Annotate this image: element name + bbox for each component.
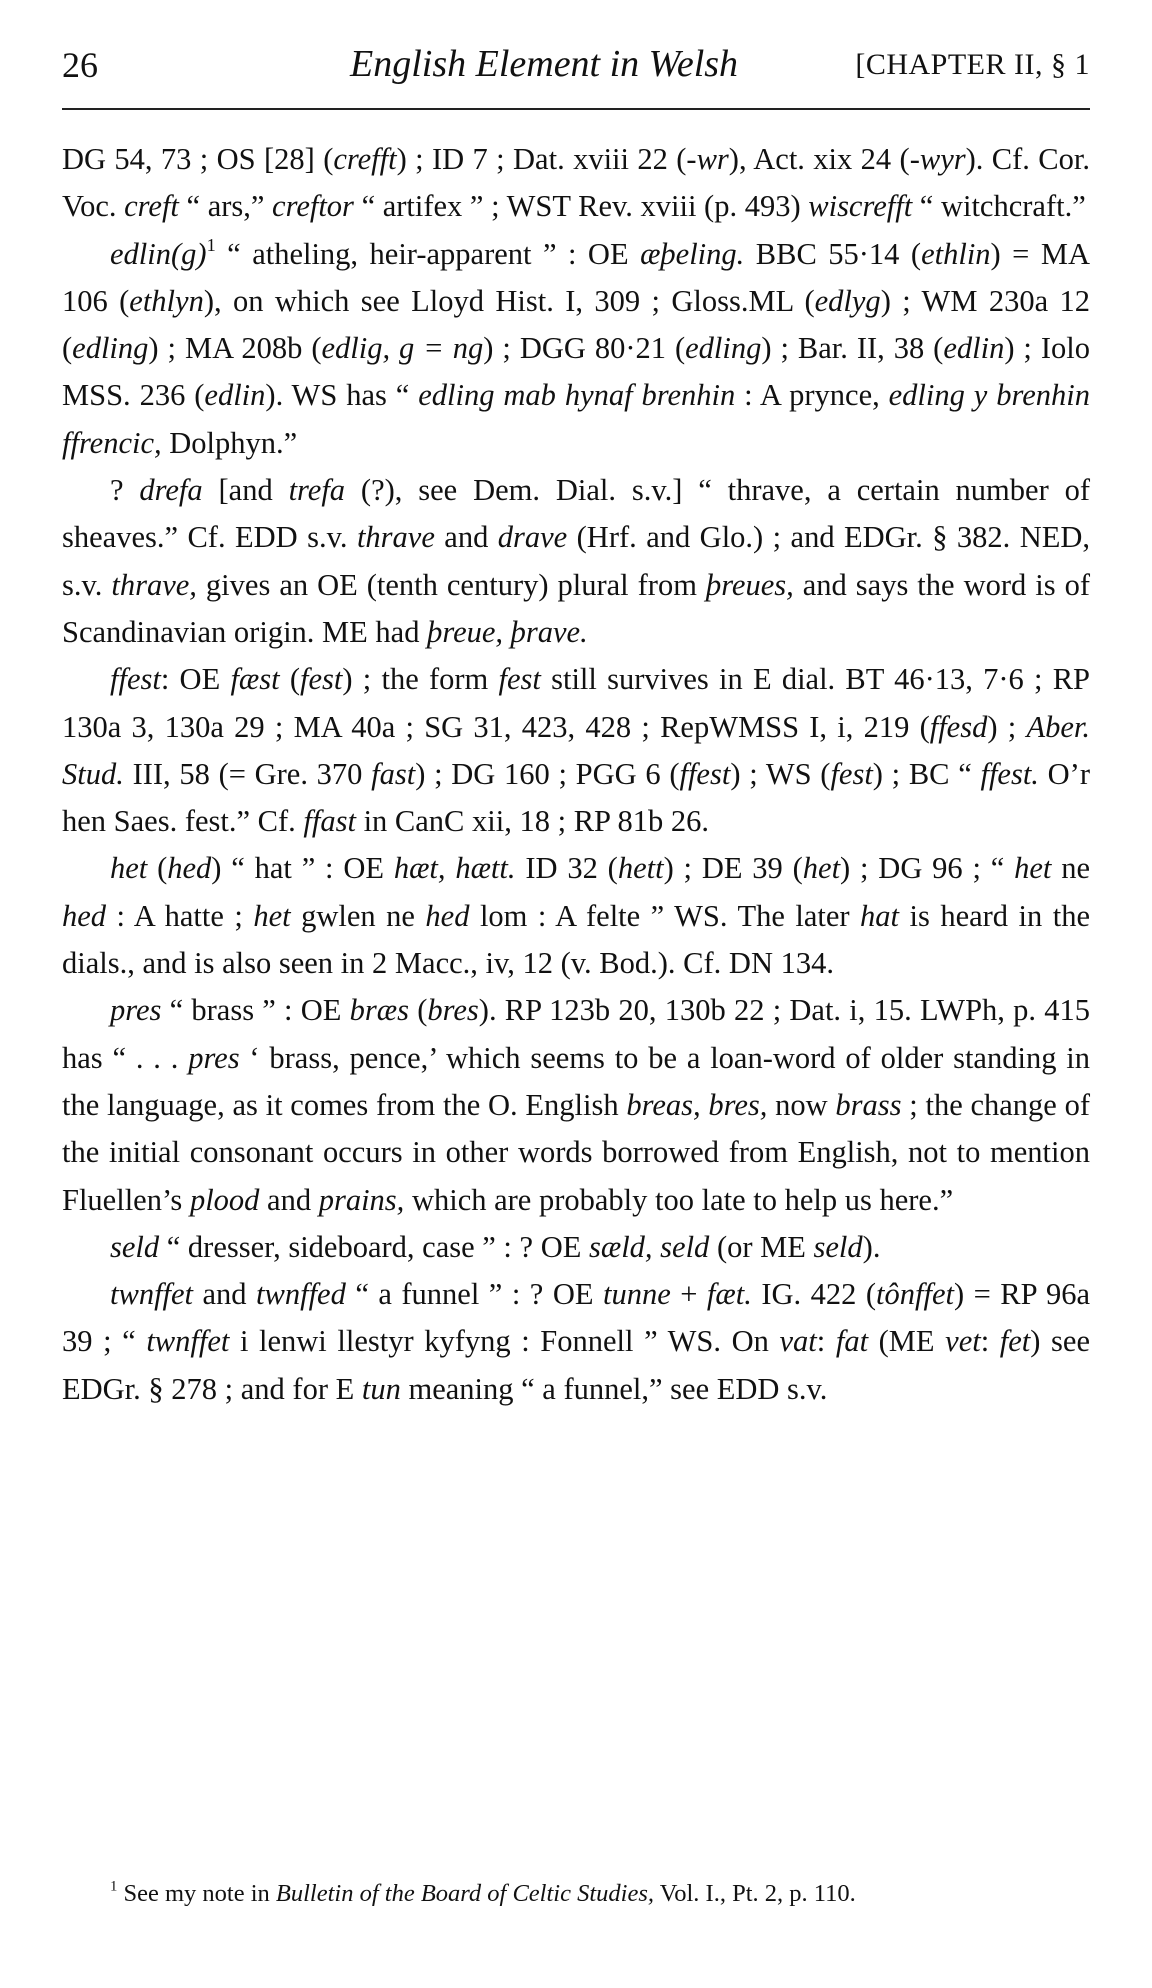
text-segment: ) = RP 96a 39 ; “ bbox=[62, 1277, 1091, 1359]
italic-segment: fæt. bbox=[706, 1277, 752, 1312]
italic-segment: twnffet bbox=[110, 1277, 194, 1312]
running-title: English Element in Welsh bbox=[350, 43, 739, 85]
text-segment: “ ars,” bbox=[178, 189, 273, 224]
text-segment: ) ; WM 230a 12 ( bbox=[62, 283, 1090, 366]
text-segment: and says the word is of Scandinavian origin. ME had bbox=[62, 567, 1090, 649]
italic-segment: ffest. bbox=[980, 756, 1039, 791]
text-segment: which are probably too late to help us here.” bbox=[404, 1182, 954, 1217]
text-segment: ( bbox=[147, 851, 168, 886]
footnote-marker: 1 bbox=[206, 234, 216, 255]
text-segment: gwlen ne bbox=[290, 898, 426, 933]
text-segment: still survives in E dial. BT 46·13, 7·6 ; RP 130a 3, 130a 29 ; MA 40a ; SG 31, 423, 428 ; RepWMSS I, i, 219 ( bbox=[62, 662, 1090, 744]
text-segment: : A prynce, bbox=[735, 378, 889, 413]
italic-segment: fest bbox=[300, 662, 343, 697]
text-segment: ) ; BC “ bbox=[872, 756, 981, 791]
italic-segment: edling bbox=[685, 331, 762, 366]
text-segment: : bbox=[980, 1324, 1000, 1359]
italic-segment: ffast bbox=[303, 804, 356, 839]
italic-segment: edling bbox=[72, 331, 149, 366]
italic-segment: het bbox=[802, 851, 841, 886]
text-segment: ). Cf. Cor. Voc. bbox=[62, 142, 1090, 224]
text-segment: and bbox=[434, 520, 498, 555]
italic-segment: hed bbox=[167, 851, 212, 886]
footnote bbox=[62, 1875, 1090, 1913]
text-segment: “ a funnel ” : ? OE bbox=[345, 1277, 603, 1312]
italic-segment: pres bbox=[110, 993, 162, 1028]
text-segment: Dolphyn.” bbox=[161, 425, 298, 460]
text-segment: DG 54, 73 ; OS [28] ( bbox=[62, 142, 334, 176]
text-segment: ‘ brass, pence,’ which seems to be a loan-word of older standing in the language, as it comes from the O. English bbox=[62, 1040, 1090, 1122]
italic-segment: Aber. Stud. bbox=[62, 709, 1090, 791]
italic-segment: het bbox=[110, 851, 148, 886]
italic-segment: drave bbox=[497, 520, 568, 555]
text-segment: ID 32 ( bbox=[515, 851, 618, 886]
italic-segment: edlin bbox=[204, 378, 266, 413]
text-segment: ), on which see Lloyd Hist. I, 309 ; Gloss.ML ( bbox=[203, 283, 815, 318]
text-segment: “ artifex ” ; WST Rev. xviii (p. 493) bbox=[353, 189, 809, 224]
italic-segment: brass bbox=[835, 1087, 902, 1122]
italic-segment: creft bbox=[124, 189, 179, 224]
text-segment: [and bbox=[202, 473, 289, 508]
italic-segment: creftor bbox=[272, 189, 354, 224]
text-segment: ) ; bbox=[987, 709, 1027, 744]
entry-twnffet bbox=[62, 1271, 1090, 1413]
chapter-reference: [CHAPTER II, § 1 bbox=[855, 48, 1090, 81]
italic-segment: plood bbox=[189, 1182, 260, 1217]
italic-segment: þreue, þrave. bbox=[427, 614, 588, 649]
italic-segment: prains, bbox=[318, 1182, 405, 1217]
italic-segment: edlin(g) bbox=[110, 236, 207, 271]
italic-segment: hæt, hætt. bbox=[393, 851, 516, 886]
italic-segment: thrave bbox=[356, 520, 435, 555]
text-segment: O’r hen Saes. fest.” Cf. bbox=[62, 756, 1090, 839]
italic-segment: seld bbox=[110, 1229, 160, 1264]
italic-segment: edling y brenhin ffrencic, bbox=[62, 378, 1090, 460]
text-segment: meaning “ a funnel,” see EDD s.v. bbox=[400, 1371, 828, 1406]
italic-segment: crefft bbox=[333, 142, 397, 176]
italic-segment: þreues, bbox=[705, 567, 794, 602]
entry-seld bbox=[62, 1224, 1090, 1271]
text-segment: : OE bbox=[160, 662, 231, 697]
italic-segment: edlyg bbox=[814, 283, 881, 318]
text-segment: (Hrf. and Glo.) ; and EDGr. § 382. NED, s.v. bbox=[62, 520, 1090, 602]
footnote-marker: 1 bbox=[110, 1878, 118, 1895]
text-segment: : A hatte ; bbox=[106, 898, 254, 933]
text-segment: and bbox=[193, 1277, 257, 1312]
text-segment: (?), see Dem. Dial. s.v.] “ thrave, a certain number of sheaves.” Cf. EDD s.v. bbox=[62, 473, 1090, 555]
text-segment: (or ME bbox=[709, 1229, 814, 1264]
text-segment: IG. 422 ( bbox=[751, 1277, 877, 1312]
text-segment: ? bbox=[110, 473, 140, 508]
entry-pres bbox=[62, 987, 1090, 1223]
text-segment: ) ; ID 7 ; Dat. xviii 22 ( bbox=[396, 142, 687, 176]
italic-segment: fest bbox=[830, 756, 873, 791]
italic-segment: -wr bbox=[686, 142, 729, 176]
text-segment: ; the change of the initial consonant occurs in other words borrowed from English, not to mention Fluellen’s bbox=[62, 1087, 1090, 1217]
text-segment: ) ; Bar. II, 38 ( bbox=[761, 331, 944, 366]
running-header bbox=[62, 38, 1090, 98]
italic-segment: sæld, seld bbox=[588, 1229, 710, 1264]
italic-segment: tun bbox=[361, 1371, 401, 1406]
text-segment: ( bbox=[408, 993, 428, 1028]
text-segment: gives an OE (tenth century) plural from bbox=[196, 567, 706, 602]
header-rule bbox=[62, 108, 1090, 110]
italic-segment: fæst bbox=[230, 662, 280, 697]
italic-segment: hat bbox=[860, 898, 899, 933]
italic-segment: het bbox=[253, 898, 291, 933]
italic-segment: edlig, g = ng bbox=[321, 331, 484, 366]
text-segment: ) ; Iolo MSS. 236 ( bbox=[62, 331, 1090, 413]
italic-segment: pres bbox=[188, 1040, 240, 1075]
text-segment: “ brass ” : OE bbox=[161, 993, 350, 1028]
page-number: 26 bbox=[62, 45, 98, 85]
italic-segment: ffest bbox=[110, 662, 161, 697]
italic-segment: Bulletin of the Board of Celtic Studies, bbox=[275, 1879, 655, 1907]
text-segment: ) ; DGG 80·21 ( bbox=[483, 331, 686, 366]
italic-segment: twnffet bbox=[146, 1324, 230, 1359]
entry-ffest bbox=[62, 656, 1090, 845]
text-segment: ) ; DG 96 ; “ bbox=[840, 851, 1015, 886]
italic-segment: -wyr bbox=[909, 142, 966, 176]
text-segment: is heard in the dials., and is also seen in 2 Macc., iv, 12 (v. Bod.). Cf. DN 134. bbox=[62, 898, 1091, 981]
text-segment: Vol. I., Pt. 2, p. 110. bbox=[654, 1879, 856, 1907]
text-segment: now bbox=[767, 1087, 836, 1122]
text-segment: ) ; the form bbox=[342, 662, 499, 697]
text-segment: ) ; DE 39 ( bbox=[663, 851, 803, 886]
italic-segment: hed bbox=[62, 898, 107, 933]
italic-segment: seld bbox=[813, 1229, 863, 1264]
italic-segment: hett bbox=[617, 851, 664, 886]
italic-segment: bres bbox=[427, 993, 479, 1028]
text-segment: ) ; WS ( bbox=[730, 756, 831, 791]
italic-segment: bræs bbox=[349, 993, 409, 1028]
text-segment: and bbox=[259, 1182, 319, 1217]
text-segment: ) “ hat ” : OE bbox=[211, 851, 394, 886]
italic-segment: ffesd bbox=[929, 709, 988, 744]
text-segment: “ witchcraft.” bbox=[912, 189, 1086, 224]
text-segment: ) ; MA 208b ( bbox=[148, 331, 322, 366]
text-segment: ). bbox=[862, 1229, 881, 1264]
italic-segment: drefa bbox=[139, 473, 203, 508]
text-segment: ) see EDGr. § 278 ; and for E bbox=[62, 1324, 1090, 1406]
italic-segment: ethlin bbox=[921, 236, 991, 271]
italic-segment: fet bbox=[999, 1324, 1031, 1359]
italic-segment: het bbox=[1014, 851, 1052, 886]
entry-crefft-continuation bbox=[62, 136, 1090, 231]
text-segment: ( bbox=[279, 662, 301, 697]
text-segment: : bbox=[816, 1324, 836, 1359]
text-segment: BBC 55·14 ( bbox=[744, 236, 922, 271]
text-segment: III, 58 (= Gre. 370 bbox=[123, 756, 372, 791]
italic-segment: æþeling. bbox=[640, 236, 745, 271]
text-segment: ne bbox=[1051, 851, 1091, 886]
text-segment: lom : A felte ” WS. The later bbox=[469, 898, 861, 933]
text-segment: ) = MA 106 ( bbox=[62, 236, 1091, 318]
text-segment: ), Act. xix 24 ( bbox=[728, 142, 910, 176]
italic-segment: trefa bbox=[288, 473, 346, 508]
text-segment: in CanC xii, 18 ; RP 81b 26. bbox=[355, 804, 709, 839]
main-text bbox=[62, 136, 1090, 1413]
text-segment: + bbox=[670, 1277, 707, 1312]
text-segment: (ME bbox=[868, 1324, 946, 1359]
text-segment: ). WS has “ bbox=[265, 378, 419, 413]
text-segment: “ atheling, heir-apparent ” : OE bbox=[215, 236, 641, 271]
italic-segment: fat bbox=[835, 1324, 869, 1359]
entry-drefa bbox=[62, 467, 1090, 656]
italic-segment: fast bbox=[371, 756, 416, 791]
italic-segment: fest bbox=[498, 662, 541, 697]
italic-segment: hed bbox=[425, 898, 470, 933]
entry-het bbox=[62, 845, 1090, 987]
text-segment: ). RP 123b 20, 130b 22 ; Dat. i, 15. LWPh, p. 415 has “ . . . bbox=[62, 993, 1091, 1075]
italic-segment: ffest bbox=[679, 756, 731, 791]
italic-segment: wiscrefft bbox=[808, 189, 913, 224]
text-segment: “ dresser, sideboard, case ” : ? OE bbox=[159, 1229, 589, 1264]
italic-segment: vet bbox=[945, 1324, 981, 1359]
italic-segment: tunne bbox=[602, 1277, 671, 1312]
italic-segment: thrave, bbox=[111, 567, 197, 602]
italic-segment: edling mab hynaf brenhin bbox=[418, 378, 736, 413]
italic-segment: tônffet bbox=[876, 1277, 954, 1312]
entry-edling bbox=[62, 231, 1090, 467]
text-segment: ) ; DG 160 ; PGG 6 ( bbox=[415, 756, 680, 791]
italic-segment: ethlyn bbox=[129, 283, 204, 318]
italic-segment: twnffed bbox=[256, 1277, 346, 1312]
italic-segment: edlin bbox=[943, 331, 1005, 366]
text-segment: See my note in bbox=[117, 1879, 276, 1907]
italic-segment: vat bbox=[779, 1324, 817, 1359]
italic-segment: breas, bres, bbox=[626, 1087, 768, 1122]
text-segment: i lenwi llestyr kyfyng : Fonnell ” WS. On bbox=[229, 1324, 780, 1359]
